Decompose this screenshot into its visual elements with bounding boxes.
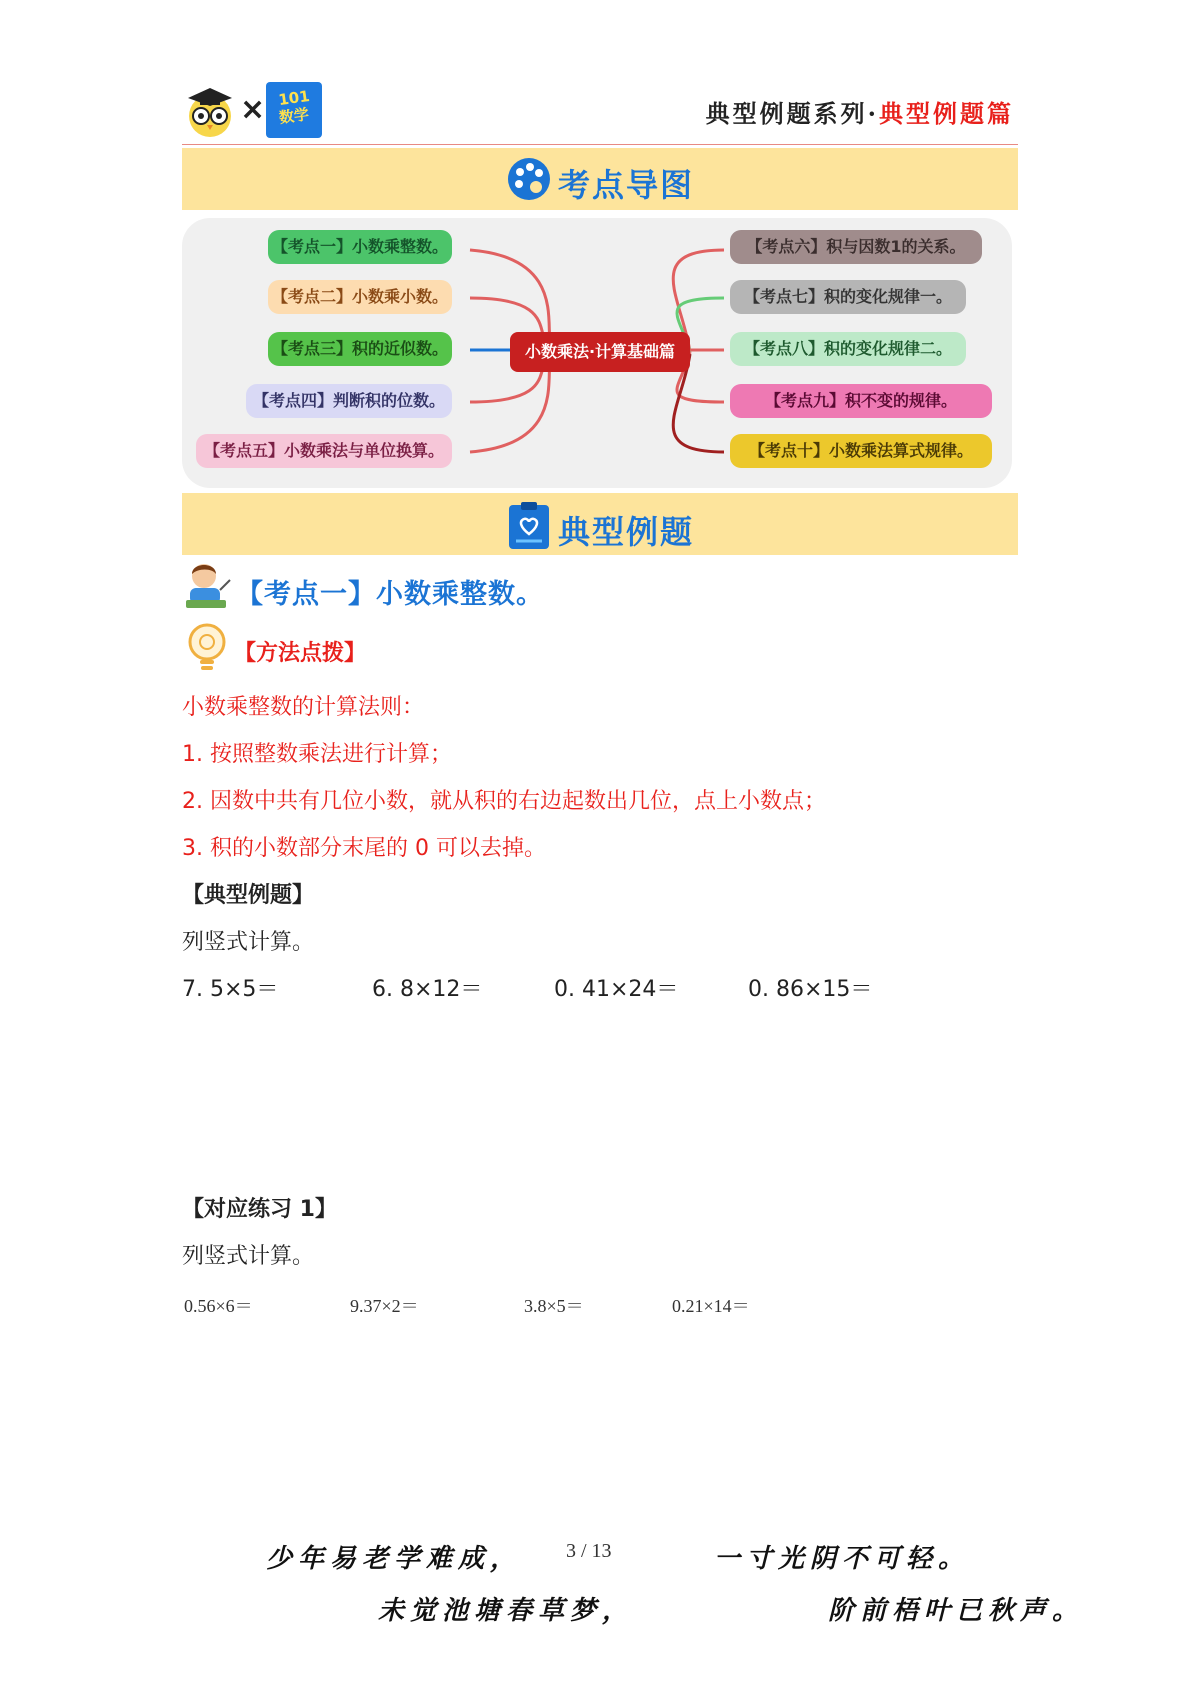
banner-mindmap-title: 考点导图 xyxy=(557,166,694,204)
node-kaodian-10: 【考点十】小数乘法算式规律。 xyxy=(730,434,992,468)
node-kaodian-5: 【考点五】小数乘法与单位换算。 xyxy=(196,434,452,468)
banner-examples-title: 典型例题 xyxy=(557,513,694,551)
method-title: 【方法点拨】 xyxy=(234,641,367,666)
palette-icon xyxy=(506,156,552,210)
rule-2: 2. 因数中共有几位小数，就从积的右边起数出几位，点上小数点； xyxy=(182,789,826,814)
node-kaodian-2: 【考点二】小数乘小数。 xyxy=(268,280,452,314)
example-item: 0. 86×15＝ xyxy=(748,977,873,1002)
node-kaodian-4: 【考点四】判断积的位数。 xyxy=(246,384,452,418)
node-kaodian-8: 【考点八】积的变化规律二。 xyxy=(730,332,966,366)
rule-1: 1. 按照整数乘法进行计算； xyxy=(182,742,452,767)
practice-item: 0.56×6＝ xyxy=(184,1296,253,1316)
node-kaodian-3: 【考点三】积的近似数。 xyxy=(268,332,452,366)
student-icon xyxy=(184,560,232,614)
header-divider xyxy=(182,144,1018,145)
rule-3: 3. 积的小数部分末尾的 0 可以去掉。 xyxy=(182,836,546,861)
poem-line-4: 阶前梧叶已秋声。 xyxy=(828,1596,1085,1626)
node-kaodian-9: 【考点九】积不变的规律。 xyxy=(730,384,992,418)
section-title: 【考点一】小数乘整数。 xyxy=(236,579,544,610)
node-kaodian-1: 【考点一】小数乘整数。 xyxy=(268,230,452,264)
practice-prompt: 列竖式计算。 xyxy=(182,1244,315,1269)
mind-map-center: 小数乘法·计算基础篇 xyxy=(510,332,690,372)
mind-map xyxy=(182,218,1012,488)
practice-item: 3.8×5＝ xyxy=(524,1296,584,1316)
series-title-left: 典型例题系列· xyxy=(705,99,879,128)
practice-item: 9.37×2＝ xyxy=(350,1296,419,1316)
banner-mindmap xyxy=(182,148,1018,210)
page-number: 3 / 13 xyxy=(566,1540,612,1562)
poem-line-3: 未觉池塘春草梦， xyxy=(378,1596,635,1626)
poem-line-2: 一寸光阴不可轻。 xyxy=(714,1544,971,1574)
example-item: 7. 5×5＝ xyxy=(182,977,279,1002)
example-item: 0. 41×24＝ xyxy=(554,977,679,1002)
series-title-right: 典型例题篇 xyxy=(879,99,1014,128)
rule-intro: 小数乘整数的计算法则： xyxy=(182,695,425,720)
example-title: 【典型例题】 xyxy=(182,883,315,908)
example-item: 6. 8×12＝ xyxy=(372,977,483,1002)
times-sign: × xyxy=(240,92,266,127)
brand-line-2: 数学 xyxy=(277,104,311,128)
practice-item: 0.21×14＝ xyxy=(672,1296,750,1316)
node-kaodian-7: 【考点七】积的变化规律一。 xyxy=(730,280,966,314)
brand-line-1: 101 xyxy=(277,86,311,110)
practice-title: 【对应练习 1】 xyxy=(182,1197,337,1222)
node-kaodian-6: 【考点六】积与因数1的关系。 xyxy=(730,230,982,264)
example-prompt: 列竖式计算。 xyxy=(182,930,315,955)
poem-line-1: 少年易老学难成， xyxy=(266,1544,523,1574)
series-title xyxy=(706,94,1014,129)
brand-logo xyxy=(266,82,322,138)
owl-logo-icon xyxy=(184,84,236,138)
lightbulb-icon xyxy=(186,622,228,678)
clipboard-heart-icon xyxy=(506,501,552,559)
banner-examples xyxy=(182,493,1018,555)
